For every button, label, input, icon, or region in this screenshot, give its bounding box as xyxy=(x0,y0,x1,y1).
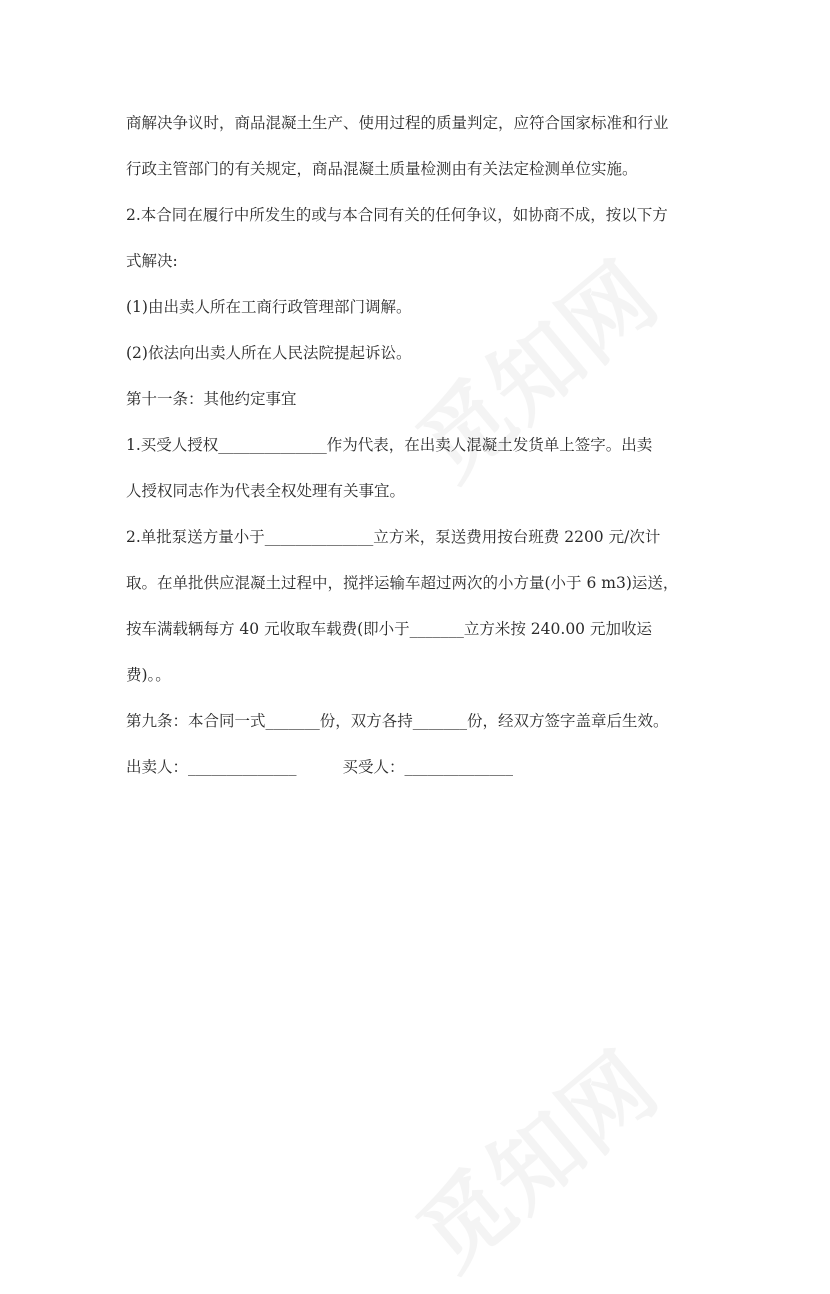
section-heading-article-11: 第十一条：其他约定事宜 xyxy=(126,390,297,408)
text-line-10: 2.单批泵送方量小于______________立方米，泵送费用按台班费 2200 元/次计 xyxy=(126,528,661,546)
text-line-8: 1.买受人授权______________作为代表，在出卖人混凝土发货单上签字。出卖 xyxy=(126,436,653,454)
signature-line xyxy=(126,744,716,790)
text-line-3: 2.本合同在履行中所发生的或与本合同有关的任何争议，如协商不成，按以下方 xyxy=(126,206,668,224)
text-line-6: (2)依法向出卖人所在人民法院提起诉讼。 xyxy=(126,344,412,362)
text-line-1: 商解决争议时，商品混凝土生产、使用过程的质量判定，应符合国家标准和行业 xyxy=(126,114,669,132)
text-line-2: 行政主管部门的有关规定，商品混凝土质量检测由有关法定检测单位实施。 xyxy=(126,160,638,178)
text-line-11: 取。在单批供应混凝土过程中，搅拌运输车超过两次的小方量(小于 6 m3)运送， xyxy=(126,574,679,592)
text-line-4: 式解决: xyxy=(126,252,178,270)
text-line-9: 人授权同志作为代表全权处理有关事宜。 xyxy=(126,482,406,500)
text-line-14: 第九条：本合同一式_______份，双方各持_______份，经双方签字盖章后生效。 xyxy=(126,712,669,730)
document-body xyxy=(126,100,716,790)
text-line-5: (1)由出卖人所在工商行政管理部门调解。 xyxy=(126,298,412,316)
text-line-13: 费)。。 xyxy=(126,666,171,684)
buyer-signature: 买受人：______________ xyxy=(342,758,514,776)
seller-signature: 出卖人：______________ xyxy=(126,758,297,776)
watermark-bottom xyxy=(386,1017,681,1294)
text-line-12: 按车满载辆每方 40 元收取车载费(即小于_______立方米按 240.00 元加收运 xyxy=(126,620,652,638)
